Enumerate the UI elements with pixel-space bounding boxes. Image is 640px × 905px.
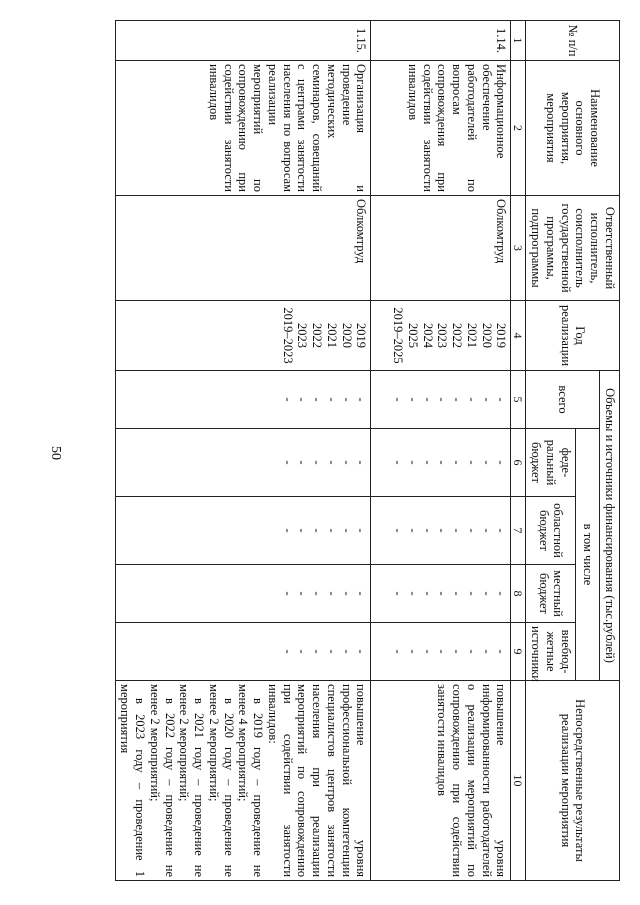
total-value: - (405, 397, 420, 402)
header-local: местный бюджет (526, 565, 575, 623)
federal-value: - (324, 460, 339, 465)
col-number: 2 (511, 61, 526, 196)
row-local-cell (371, 565, 511, 623)
result-line: в 2023 году – проведение 1 мероприятия (118, 684, 148, 878)
regional-value: - (324, 528, 339, 533)
federal-value: - (435, 460, 450, 465)
result-line: повышение уровня профессиональной компетенции специалистов центров занятости населения при реализации мероприятий по сопровождению при содействии занятости инвалидов: (265, 684, 369, 878)
year-value: 2020 (339, 323, 354, 348)
col-number: 8 (511, 565, 526, 623)
regional-value: - (450, 528, 465, 533)
regional-value: - (391, 528, 406, 533)
result-line: повышение уровня информированности работодателей о реализации мероприятий по сопровождению при содействии занятости инвалидов (435, 684, 509, 878)
regional-value: - (295, 528, 310, 533)
total-value: - (354, 397, 369, 402)
total-value: - (324, 397, 339, 402)
extra-value: - (391, 649, 406, 654)
federal-value: - (420, 460, 435, 465)
row-responsible: Облкомтруд (115, 196, 371, 301)
header-responsible: Ответственный исполнитель, соисполнитель государственной программы, подпрограммы (526, 196, 620, 301)
col-number: 7 (511, 497, 526, 565)
extra-value: - (464, 649, 479, 654)
regional-value: - (354, 528, 369, 533)
regional-value: - (464, 528, 479, 533)
regional-value: - (310, 528, 325, 533)
header-name: Наименование основного мероприятия, мероприятия (526, 61, 620, 196)
local-value: - (280, 591, 295, 596)
row-total-cell (115, 371, 371, 429)
program-table (115, 20, 620, 881)
extra-value: - (280, 649, 295, 654)
col-number: 4 (511, 301, 526, 371)
header-total: всего (526, 371, 600, 429)
rotated-page (80, 20, 620, 880)
extra-value: - (420, 649, 435, 654)
federal-value: - (391, 460, 406, 465)
extra-value: - (295, 649, 310, 654)
header-federal: феде-ральный бюджет (526, 429, 575, 497)
total-value: - (391, 397, 406, 402)
header-funding: Объемы и источники финансирования (тыс.рублей) (600, 371, 620, 681)
row-years (371, 301, 511, 371)
row-extra-cell (115, 623, 371, 681)
total-value: - (339, 397, 354, 402)
extra-value: - (450, 649, 465, 654)
local-value: - (295, 591, 310, 596)
regional-value: - (435, 528, 450, 533)
year-value: 2019 (494, 323, 509, 348)
extra-value: - (494, 649, 509, 654)
local-value: - (405, 591, 420, 596)
col-number: 5 (511, 371, 526, 429)
year-value: 2022 (310, 323, 325, 348)
year-value: 2019–2025 (391, 307, 406, 364)
row-federal-cell (115, 429, 371, 497)
federal-value: - (450, 460, 465, 465)
federal-value: - (339, 460, 354, 465)
extra-value: - (310, 649, 325, 654)
regional-value: - (420, 528, 435, 533)
local-value: - (391, 591, 406, 596)
row-regional-cell (371, 497, 511, 565)
year-value: 2024 (420, 323, 435, 348)
local-value: - (435, 591, 450, 596)
federal-value: - (280, 460, 295, 465)
federal-value: - (494, 460, 509, 465)
header-no: № п/п (526, 21, 620, 61)
col-number: 3 (511, 196, 526, 301)
row-years (115, 301, 371, 371)
total-value: - (464, 397, 479, 402)
total-value: - (310, 397, 325, 402)
year-value: 2019–2023 (280, 307, 295, 364)
row-extra-cell (371, 623, 511, 681)
local-value: - (420, 591, 435, 596)
federal-value: - (310, 460, 325, 465)
local-value: - (494, 591, 509, 596)
col-number: 10 (511, 681, 526, 881)
year-value: 2023 (295, 323, 310, 348)
column-numbers-row (511, 21, 526, 881)
page-number: 50 (48, 446, 63, 460)
total-value: - (479, 397, 494, 402)
result-line: в 2022 году – проведение не менее 2 мероприятий; (147, 684, 177, 878)
total-value: - (435, 397, 450, 402)
federal-value: - (464, 460, 479, 465)
row-name: Организация и проведение методических семинаров, совещаний с центрами занятости населения по вопросам реализации мероприятий по сопровождению при содействии занятости инвалидов (115, 61, 371, 196)
table-row (371, 21, 511, 881)
local-value: - (354, 591, 369, 596)
col-number: 1 (511, 21, 526, 61)
regional-value: - (280, 528, 295, 533)
year-value: 2025 (405, 323, 420, 348)
year-value: 2020 (479, 323, 494, 348)
col-number: 9 (511, 623, 526, 681)
federal-value: - (354, 460, 369, 465)
federal-value: - (295, 460, 310, 465)
total-value: - (450, 397, 465, 402)
row-federal-cell (371, 429, 511, 497)
row-results (371, 681, 511, 881)
row-responsible: Облкомтруд (371, 196, 511, 301)
extra-value: - (354, 649, 369, 654)
total-value: - (420, 397, 435, 402)
row-local-cell (115, 565, 371, 623)
header-incl: в том числе (575, 429, 600, 681)
header-year: Год реализации (526, 301, 620, 371)
result-line: в 2021 году – проведение не менее 2 мероприятий; (177, 684, 207, 878)
year-value: 2021 (324, 323, 339, 348)
local-value: - (464, 591, 479, 596)
extra-value: - (405, 649, 420, 654)
extra-value: - (339, 649, 354, 654)
local-value: - (450, 591, 465, 596)
regional-value: - (494, 528, 509, 533)
result-line: в 2019 году – проведение не менее 4 мероприятий; (236, 684, 266, 878)
header-regional: областной бюджет (526, 497, 575, 565)
row-name: Информационное обеспечение работодателей по вопросам сопровождения при содействии занятости инвалидов (371, 61, 511, 196)
federal-value: - (405, 460, 420, 465)
local-value: - (310, 591, 325, 596)
row-results (115, 681, 371, 881)
year-value: 2022 (450, 323, 465, 348)
year-value: 2023 (435, 323, 450, 348)
regional-value: - (479, 528, 494, 533)
row-number: 1.15. (115, 21, 371, 61)
row-number: 1.14. (371, 21, 511, 61)
federal-value: - (479, 460, 494, 465)
result-line: в 2020 году – проведение не менее 2 мероприятий; (206, 684, 236, 878)
table-row (115, 21, 371, 881)
row-regional-cell (115, 497, 371, 565)
local-value: - (479, 591, 494, 596)
extra-value: - (479, 649, 494, 654)
col-number: 6 (511, 429, 526, 497)
local-value: - (339, 591, 354, 596)
year-value: 2019 (354, 323, 369, 348)
total-value: - (280, 397, 295, 402)
header-results: Непосредственные результаты реализации мероприятия (526, 681, 620, 881)
extra-value: - (435, 649, 450, 654)
total-value: - (494, 397, 509, 402)
header-extra: внебюд-жетные источники (526, 623, 575, 681)
local-value: - (324, 591, 339, 596)
extra-value: - (324, 649, 339, 654)
row-total-cell (371, 371, 511, 429)
year-value: 2021 (464, 323, 479, 348)
total-value: - (295, 397, 310, 402)
regional-value: - (405, 528, 420, 533)
regional-value: - (339, 528, 354, 533)
